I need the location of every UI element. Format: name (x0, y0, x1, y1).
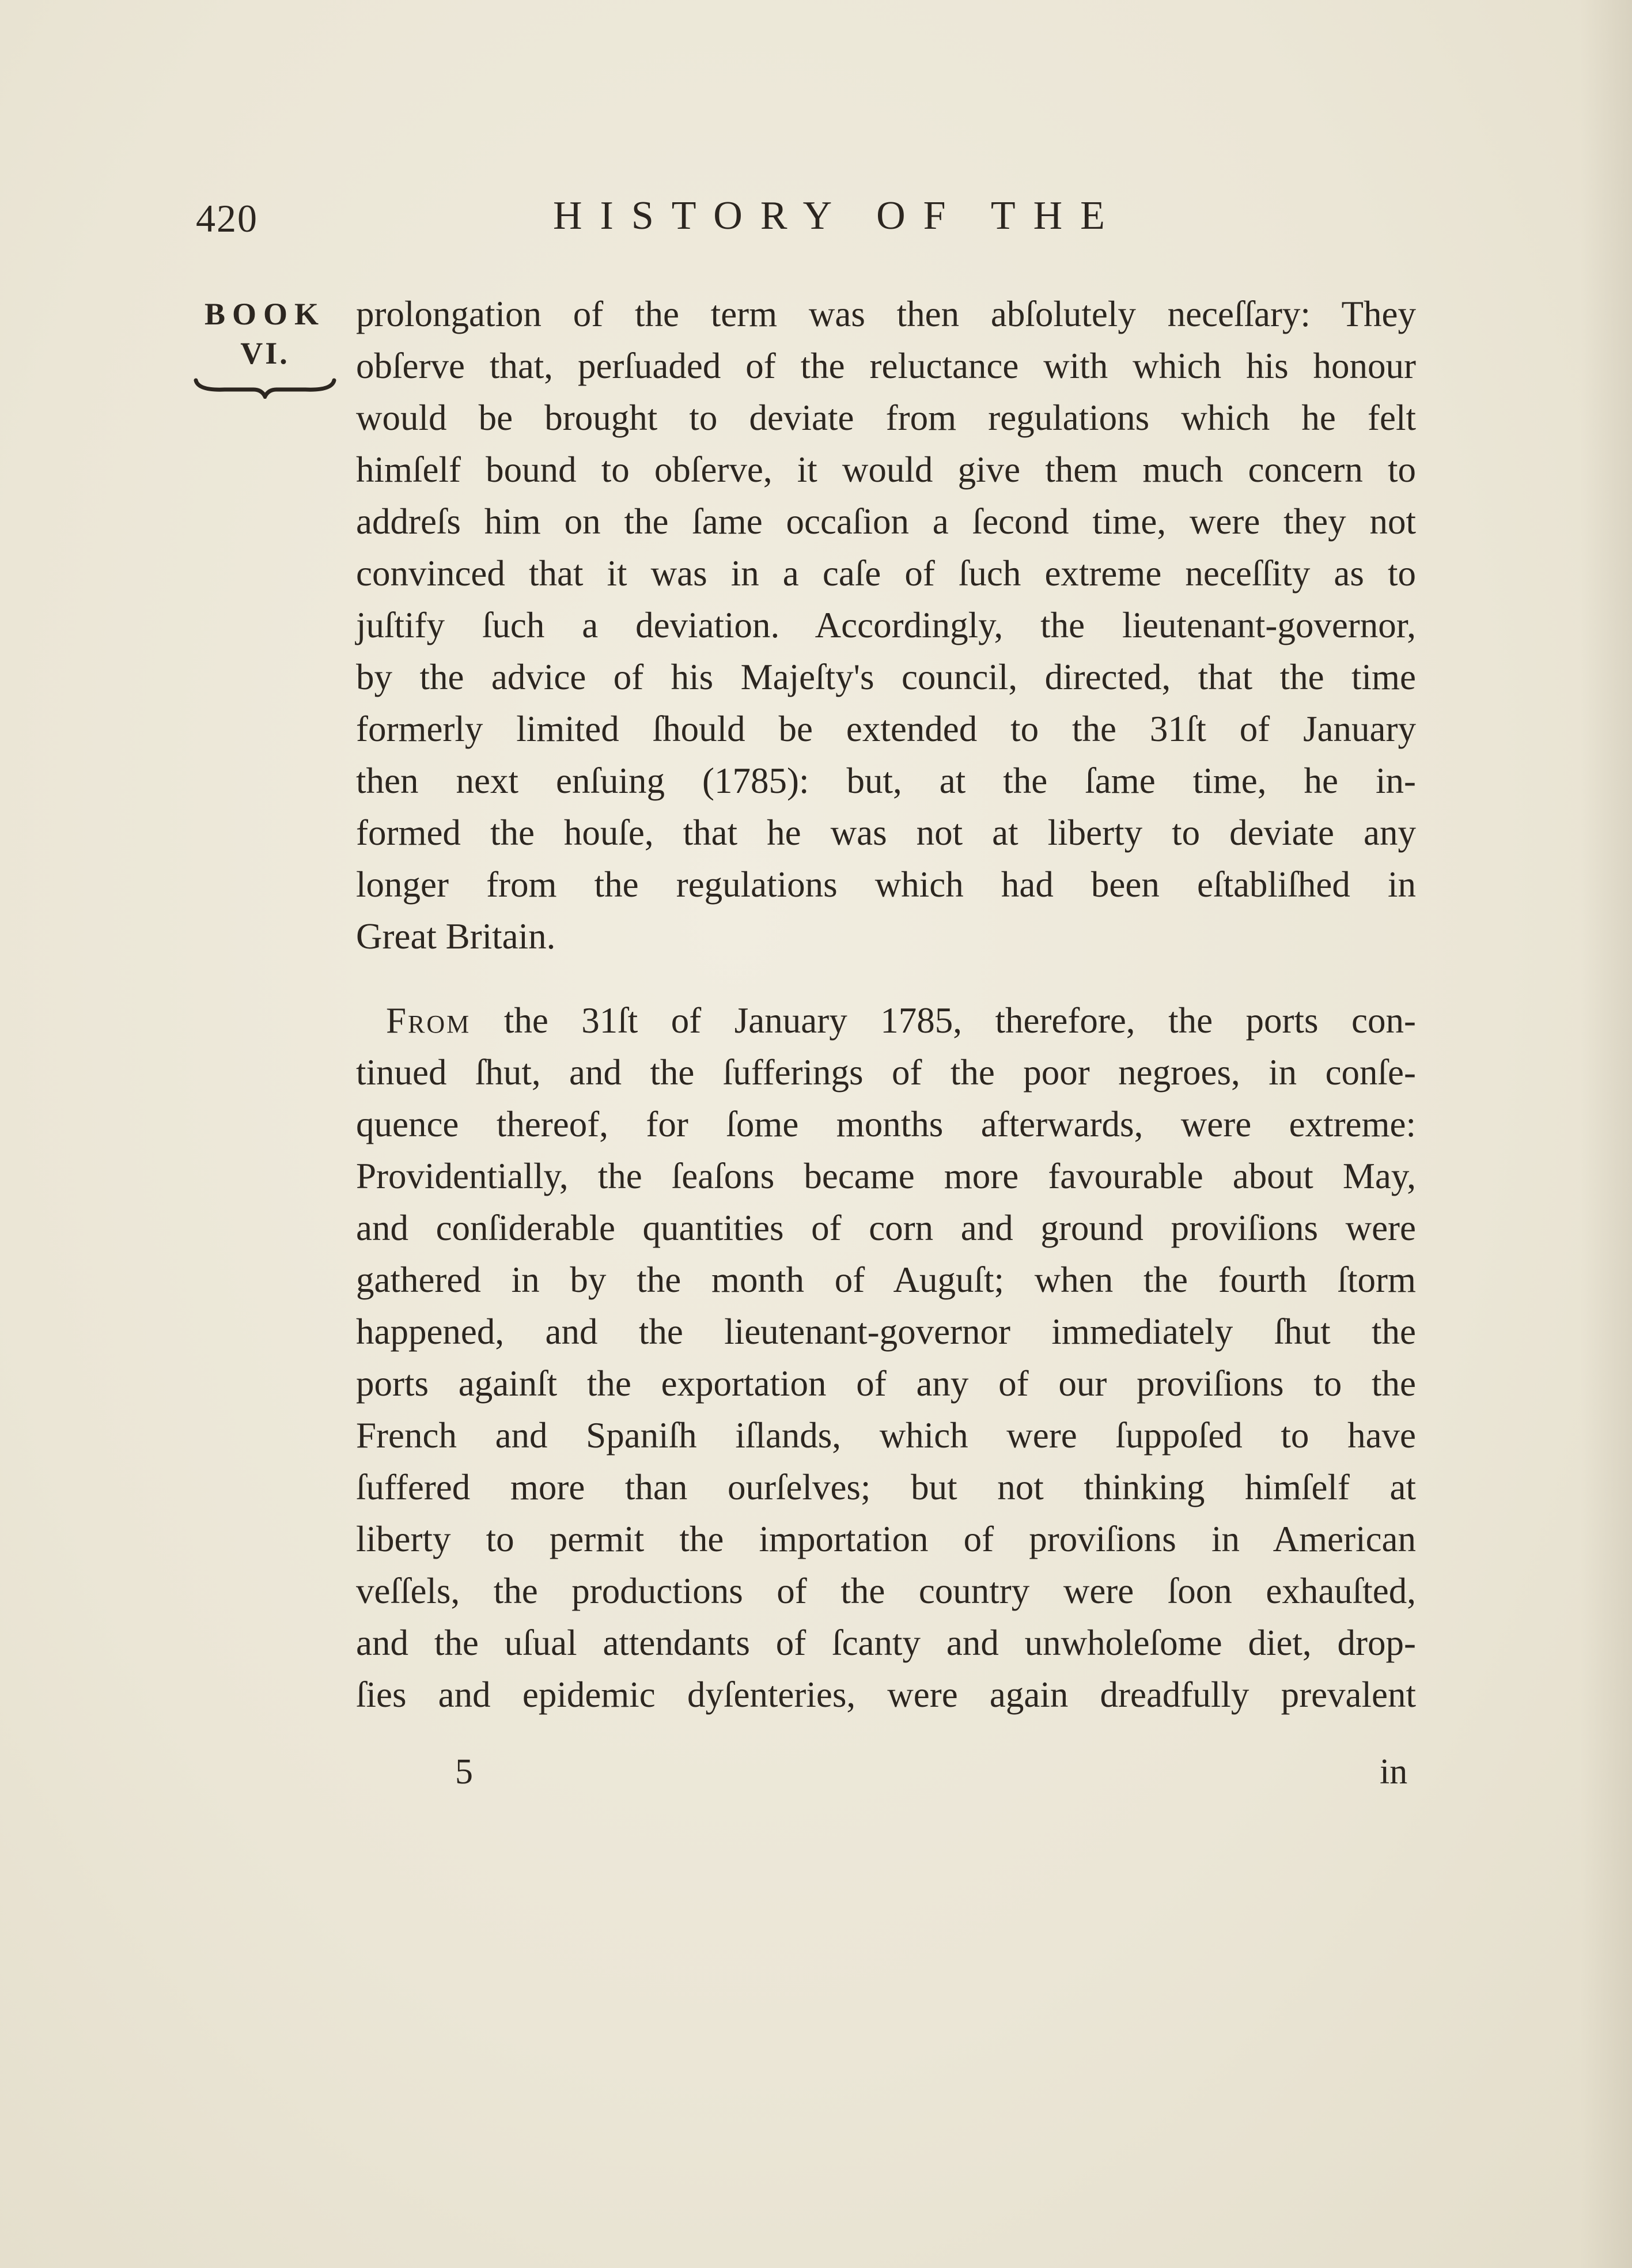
text-line-first (356, 995, 1416, 1046)
text-line: and conſiderable quantities of corn and ground proviſions were (356, 1208, 1416, 1248)
text-line: would be brought to deviate from regulations which he felt (356, 398, 1416, 438)
brace-ornament-icon (190, 376, 340, 399)
margin-note (190, 294, 340, 399)
text-line: by the advice of his Majeſty's council, directed, that the time (356, 657, 1416, 697)
opening-word: From (386, 1000, 471, 1041)
running-head: HISTORY OF THE (553, 194, 1123, 238)
text-line: liberty to permit the importation of proviſions in American (356, 1519, 1416, 1559)
text-line: juſtify ſuch a deviation. Accordingly, the lieutenant-governor, (356, 605, 1416, 645)
text-line: ports againſt the exportation of any of our proviſions to the (356, 1363, 1416, 1404)
text-line: Providentially, the ſeaſons became more favourable about May, (356, 1156, 1416, 1196)
paragraph-1 (356, 288, 1416, 962)
text-line: happened, and the lieutenant-governor immediately ſhut the (356, 1311, 1416, 1352)
text-line: Great Britain. (356, 916, 556, 957)
text-line: formerly limited ſhould be extended to the 31ſt of January (356, 709, 1416, 749)
text-line: obſerve that, perſuaded of the reluctance with which his honour (356, 346, 1416, 386)
page-edge-shadow (1580, 0, 1632, 2268)
text-line: addreſs him on the ſame occaſion a ſecond time, were they not (356, 501, 1416, 542)
text-line: ſuffered more than ourſelves; but not thinking himſelf at (356, 1467, 1416, 1507)
text-line: veſſels, the productions of the country were ſoon exhauſted, (356, 1571, 1416, 1611)
text-line: and the uſual attendants of ſcanty and unwholeſome diet, drop- (356, 1623, 1416, 1663)
text-line: prolongation of the term was then abſolutely neceſſary: They (356, 294, 1416, 334)
signature-mark: 5 (455, 1752, 473, 1791)
text-line: French and Spaniſh iſlands, which were ſuppoſed to have (356, 1415, 1416, 1456)
page-number: 420 (196, 196, 258, 240)
text-line: quence thereof, for ſome months afterwards, were extreme: (356, 1104, 1416, 1144)
text-line: convinced that it was in a caſe of ſuch extreme neceſſity as to (356, 553, 1416, 594)
text-line: longer from the regulations which had been eſtabliſhed in (356, 864, 1416, 905)
text-line: gathered in by the month of Auguſt; when the fourth ſtorm (356, 1260, 1416, 1300)
text-line: himſelf bound to obſerve, it would give them much concern to (356, 449, 1416, 490)
text-line: ſies and epidemic dyſenteries, were again dreadfully prevalent (356, 1674, 1416, 1715)
text-line: tinued ſhut, and the ſufferings of the poor negroes, in conſe- (356, 1052, 1416, 1093)
paragraph-2 (356, 995, 1416, 1721)
margin-book-label: BOOK (204, 297, 326, 331)
catchword: in (1380, 1752, 1408, 1791)
text-line: then next enſuing (1785): but, at the ſame time, he in- (356, 761, 1416, 801)
first-line-text: the 31ſt of January 1785, therefore, the ports con- (503, 1000, 1416, 1041)
margin-book-number: VI. (240, 336, 290, 371)
text-line: formed the houſe, that he was not at liberty to deviate any (356, 812, 1416, 853)
